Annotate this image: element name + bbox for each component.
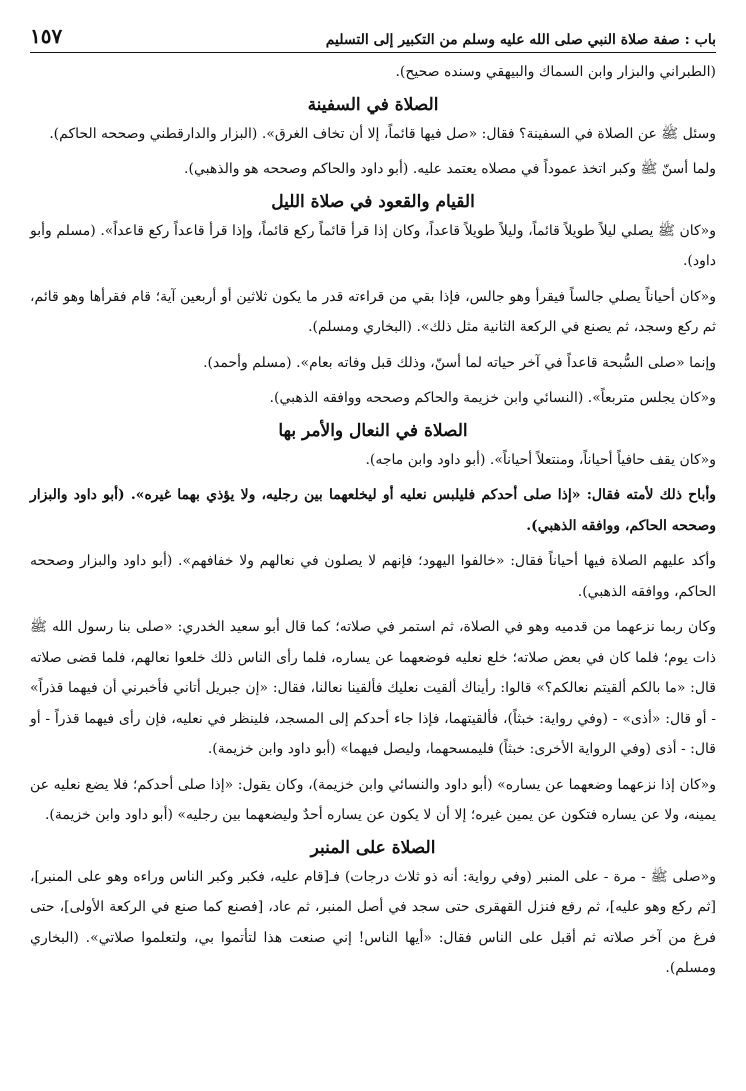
paragraph: و«كان يقف حافياً أحياناً، ومنتعلاً أحياناً». (أبو داود وابن ماجه).	[365, 451, 716, 468]
paragraph: و«صلى ﷺ - مرة - على المنبر (وفي رواية: أنه ذو ثلاث درجات) فـ[قام عليه، فكبر وكبر الناس وراءه وهو على المنبر]، [ثم ركع وهو عليه]، ثم رفع فنزل القهقرى حتى سجد في أصل المنبر، ثم عاد، [فصنع كما صنع في الركعة الأولى]، حتى فرغ من آخر صلاته ثم أقبل على الناس فقال: «أيها الناس! إني صنعت هذا لتأتموا بي، ولتعلموا صلاتي». (البخاري ومسلم).	[30, 868, 716, 976]
paragraph: (الطبراني والبزار وابن السماك والبيهقي وسنده صحيح).	[395, 64, 716, 80]
section-title-minbar: الصلاة على المنبر	[310, 837, 436, 858]
paragraph: وأكد عليهم الصلاة فيها أحياناً فقال: «خالفوا اليهود؛ فإنهم لا يصلون في نعالهم ولا خفافهم». (أبو داود والبزار وصححه الحاكم، ووافقه الذهبي).	[30, 553, 716, 600]
section-title-night-prayer: القيام والقعود في صلاة الليل	[271, 191, 475, 212]
paragraph: وسئل ﷺ عن الصلاة في السفينة؟ فقال: «صل فيها قائماً، إلا أن تخاف الغرق». (البزار والدارقطني وصححه الحاكم).	[49, 125, 716, 142]
section-title-ship: الصلاة في السفينة	[307, 94, 439, 115]
paragraph: و«كان ﷺ يصلي ليلاً طويلاً قائماً، وليلاً طويلاً قاعداً، وكان إذا قرأ قائماً ركع قائماً، وإذا قرأ قاعداً ركع قاعداً». (مسلم وأبو داود).	[30, 222, 716, 269]
paragraph: وإنما «صلى السُّبحة قاعداً في آخر حياته لما أسنّ، وذلك قبل وفاته بعام». (مسلم وأحمد).	[203, 354, 716, 371]
section-title-sandals: الصلاة في النعال والأمر بها	[278, 420, 468, 441]
paragraph: و«كان إذا نزعهما وضعهما عن يساره» (أبو داود والنسائي وابن خزيمة)، وكان يقول: «إذا صلى أحدكم؛ فلا يضع نعليه عن يمينه، ولا عن يساره فتكون عن يمين غيره؛ إلا أن لا يكون عن يساره أحدٌ وليضعهما بين رجليه» (أبو داود وابن خزيمة).	[30, 776, 716, 823]
paragraph: وأباح ذلك لأمته فقال: «إذا صلى أحدكم فليلبس نعليه أو ليخلعهما بين رجليه، ولا يؤذي بهما غيره». (أبو داود والبزار وصححه الحاكم، ووافقه الذهبي).	[30, 487, 716, 534]
paragraph: و«كان أحياناً يصلي جالساً فيقرأ وهو جالس، فإذا بقي من قراءته قدر ما يكون ثلاثين أو أربعين آية؛ قام فقرأها وهو قائم، ثم ركع وسجد، ثم يصنع في الركعة الثانية مثل ذلك». (البخاري ومسلم).	[30, 288, 716, 335]
running-title: باب : صفة صلاة النبي صلى الله عليه وسلم من التكبير إلى التسليم	[325, 32, 716, 48]
paragraph: وكان ربما نزعهما من قدميه وهو في الصلاة، ثم استمر في صلاته؛ كما قال أبو سعيد الخدري: «صلى بنا رسول الله ﷺ ذات يوم؛ فلما كان في بعض صلاته؛ خلع نعليه فوضعهما عن يساره، فلما رأى الناس ذلك خلعوا نعالهم، فلما قضى صلاته قال: «ما بالكم ألقيتم نعالكم؟» قالوا: رأيناك ألقيت نعليك فألقينا نعالنا، فقال: «إن جبريل أتاني فأخبرني أن فيهما قذراً» - أو قال: «أذى» - (وفي رواية: خبثاً)، فألقيتهما، فإذا جاء أحدكم إلى المسجد، فلينظر في نعليه، فإن رأى فيهما قذراً - أو قال: - أذى (وفي الرواية الأخرى: خبثاً) فليمسحهما، وليصل فيهما» (أبو داود وابن خزيمة).	[30, 619, 716, 757]
page-number: ١٥٧	[30, 24, 63, 48]
paragraph: ولما أسنّ ﷺ وكبر اتخذ عموداً في مصلاه يعتمد عليه. (أبو داود والحاكم وصححه هو والذهبي).	[184, 161, 716, 177]
paragraph: و«كان يجلس متربعاً». (النسائي وابن خزيمة والحاكم وصححه ووافقه الذهبي).	[269, 390, 716, 406]
page-header	[30, 24, 716, 53]
